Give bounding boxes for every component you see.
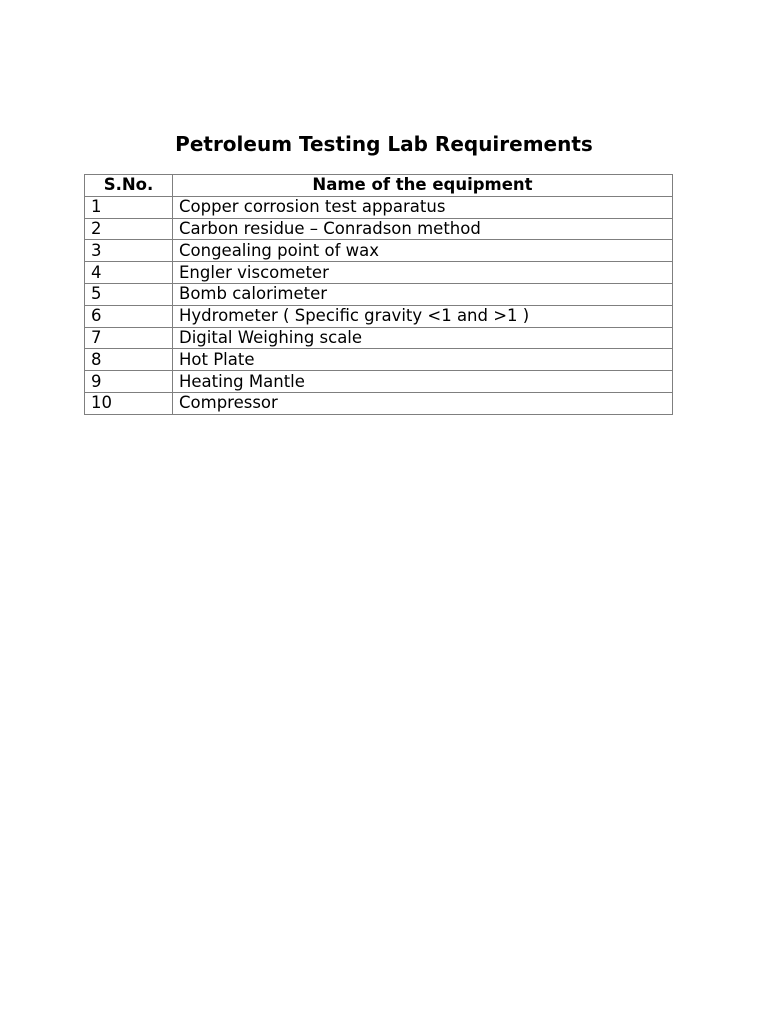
- row-sno: 8: [85, 349, 173, 371]
- table-header-row: [85, 175, 673, 197]
- row-equipment-name: Copper corrosion test apparatus: [173, 196, 673, 218]
- table-row: [85, 349, 673, 371]
- row-sno: 4: [85, 262, 173, 284]
- row-sno: 10: [85, 392, 173, 414]
- table-row: [85, 371, 673, 393]
- row-equipment-name: Hot Plate: [173, 349, 673, 371]
- row-sno: 9: [85, 371, 173, 393]
- table-row: [85, 305, 673, 327]
- row-equipment-name: Engler viscometer: [173, 262, 673, 284]
- table-row: [85, 196, 673, 218]
- row-sno: 5: [85, 283, 173, 305]
- row-equipment-name: Bomb calorimeter: [173, 283, 673, 305]
- header-sno: S.No.: [85, 175, 173, 197]
- row-sno: 1: [85, 196, 173, 218]
- row-equipment-name: Heating Mantle: [173, 371, 673, 393]
- table-row: [85, 283, 673, 305]
- table-row: [85, 392, 673, 414]
- table-row: [85, 327, 673, 349]
- table-row: [85, 262, 673, 284]
- row-equipment-name: Digital Weighing scale: [173, 327, 673, 349]
- equipment-table: [84, 174, 673, 415]
- page-title: Petroleum Testing Lab Requirements: [175, 132, 593, 156]
- row-equipment-name: Congealing point of wax: [173, 240, 673, 262]
- row-equipment-name: Compressor: [173, 392, 673, 414]
- table-row: [85, 218, 673, 240]
- row-sno: 2: [85, 218, 173, 240]
- row-sno: 7: [85, 327, 173, 349]
- row-sno: 6: [85, 305, 173, 327]
- row-equipment-name: Carbon residue – Conradson method: [173, 218, 673, 240]
- row-equipment-name: Hydrometer ( Specific gravity <1 and >1 ): [173, 305, 673, 327]
- table-row: [85, 240, 673, 262]
- row-sno: 3: [85, 240, 173, 262]
- header-equipment-name: Name of the equipment: [173, 175, 673, 197]
